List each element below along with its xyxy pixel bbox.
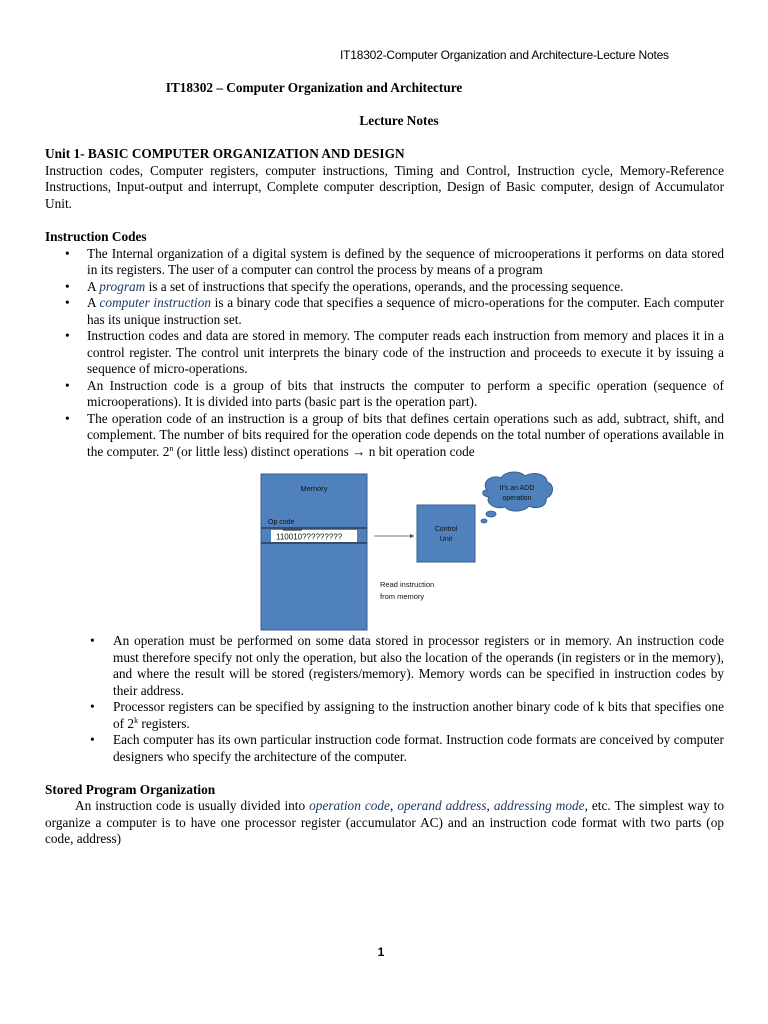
bullet-icon: • xyxy=(65,278,70,294)
bullet-icon: • xyxy=(65,245,70,261)
bullet-icon: • xyxy=(90,732,95,747)
instruction-codes-heading: Instruction Codes xyxy=(45,229,147,244)
list-item: • A program is a set of instructions that specify the operations, operands, and the processing sequence. xyxy=(65,278,624,294)
list-item: • A computer instruction is a binary code that specifies a sequence of micro-operations for the computer. Each computer has its unique instruction set. xyxy=(65,295,724,327)
more-bullets-section xyxy=(45,633,724,765)
term-operation-code: operation code xyxy=(309,798,390,813)
cloud-text-line2: operation xyxy=(502,495,532,502)
bullet-icon: • xyxy=(90,633,95,648)
unit-description: Instruction codes, Computer registers, computer instructions, Timing and Control, Instruction cycle, Memory-Reference Instructions, Input-output and interrupt, Complete computer description, Design of Basic computer, design of Accumulator Unit. xyxy=(45,162,724,211)
running-header: IT18302-Computer Organization and Architecture-Lecture Notes xyxy=(340,48,669,62)
list-item: • The Internal organization of a digital system is defined by the sequence of microoperations it performs on data stored in its registers. The user of a computer can control the process by means of a program xyxy=(65,245,724,277)
page-number: 1 xyxy=(377,945,385,959)
read-label-line2: from memory xyxy=(380,592,425,601)
list-item: • Processor registers can be specified by assigning to the instruction another binary code of k bits that specifies one of 2$^k$ registers. xyxy=(90,699,724,731)
unit-heading: Unit 1- BASIC COMPUTER ORGANIZATION AND DESIGN xyxy=(45,146,405,161)
list-item: • Each computer has its own particular instruction code format. Instruction code formats are conceived by computer designers who specify the architecture of the computer. xyxy=(90,732,724,764)
memory-box xyxy=(261,474,367,630)
read-label-line1: Read instruction xyxy=(380,580,435,589)
list-item: • Instruction codes and data are stored in memory. The computer reads each instruction from memory and places it in a control register. The control unit interprets the binary code of the instruction and proceeds to execute it by issuing a sequence of micro-operations. xyxy=(65,328,724,376)
stored-program-heading: Stored Program Organization xyxy=(45,782,216,797)
bullet-icon: • xyxy=(65,328,70,343)
opcode-label: Op code xyxy=(268,519,295,526)
instruction-codes-list xyxy=(45,246,724,461)
stored-program-paragraph: An instruction code is usually divided into operation code, operand address, addressing mode, etc. The simplest way to organize a computer is to have one processor register (accumulator AC) and an instruction code format with two parts (op code, address) xyxy=(45,798,725,846)
bullet-icon: • xyxy=(90,699,95,714)
list-item: • An operation must be performed on some data stored in processor registers or in memory. An instruction code must therefore specify not only the operation, but also the location of the operands (in registers or in the memory), and where the result will be stored (registers/memory). Memory words can be specified in instruction codes by their address. xyxy=(90,633,724,698)
bullet-icon: • xyxy=(65,377,70,393)
control-unit-box xyxy=(417,505,475,562)
document-title: IT18302 – Computer Organization and Architecture xyxy=(165,80,463,95)
list-item: • An Instruction code is a group of bits that instructs the computer to perform a specific operation (sequence of microoperations). It is divided into parts (basic part is the operation part). xyxy=(65,377,724,409)
term-computer-instruction: computer instruction xyxy=(99,295,212,310)
arrow-head-icon xyxy=(410,534,414,538)
term-addressing-mode: addressing mode xyxy=(493,798,585,813)
bullet-icon: • xyxy=(65,410,70,426)
cloud-text-line1: It's an ADD xyxy=(499,485,535,492)
instruction-codes-section xyxy=(45,229,724,460)
list-item: • The operation code of an instruction is a group of bits that defines certain operations such as add, subtract, shift, and complement. The number of bits required for the operation code depends on the total number of operations available in the computer. 2$^n$ (or little less) distinct operations → n bit operation code xyxy=(65,410,724,459)
control-unit-label-line2: Unit xyxy=(439,536,453,543)
operand-location-list xyxy=(45,633,724,765)
term-program: program xyxy=(99,278,146,294)
control-unit-label-line1: Control xyxy=(434,526,458,533)
term-operand-address: operand address xyxy=(397,798,487,813)
document-subtitle: Lecture Notes xyxy=(359,113,439,128)
bullet-icon: • xyxy=(65,295,70,310)
memory-label: Memory xyxy=(300,484,328,493)
binary-instruction: 110010????????? xyxy=(276,532,343,542)
unit-section xyxy=(45,146,724,212)
instruction-fetch-diagram xyxy=(255,470,565,635)
